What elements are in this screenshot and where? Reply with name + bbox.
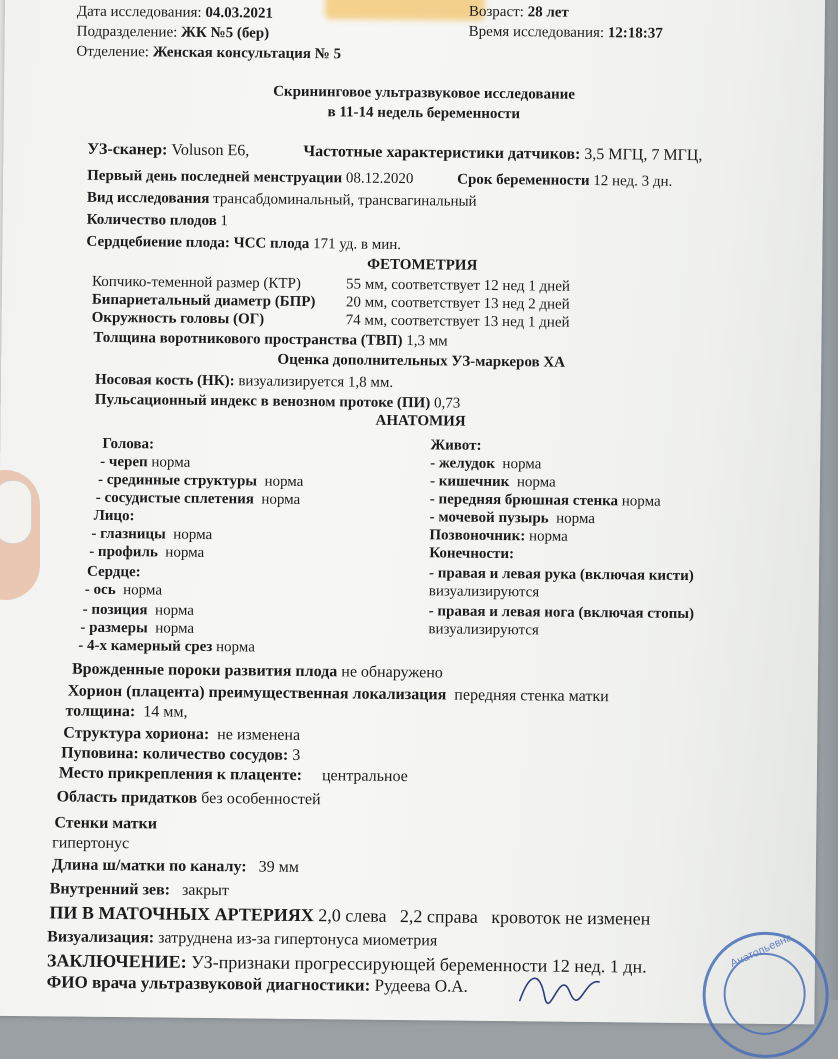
exam-type: Вид исследования трансабдоминальный, трансвагинальный [86, 189, 477, 210]
redaction-mark [325, 0, 485, 21]
chorion-location: Хорион (плацента) преимущественная локализация передняя стенка матки [67, 682, 609, 706]
document-title-line2: в 11-14 недель беременности [327, 104, 521, 123]
legs-value: визуализируются [428, 621, 539, 639]
fingernail [0, 480, 32, 544]
four-chamber-view: - 4-х камерный срез норма [78, 637, 255, 656]
umbilical-cord: Пуповина: количество сосудов: 3 [61, 744, 301, 764]
bladder: - мочевой пузырь норма [429, 509, 596, 528]
skull: - череп норма [100, 453, 191, 471]
fetus-count: Количество плодов 1 [86, 211, 229, 230]
cord-attachment: Место прикрепления к плаценте: центральное [58, 764, 408, 786]
department: Отделение: Женская консультация № 5 [76, 43, 342, 63]
uterine-walls-value: гипертонус [52, 834, 130, 853]
orbits: - глазницы норма [91, 525, 213, 544]
scanner: УЗ-сканер: Voluson E6, [87, 140, 250, 160]
bowel: - кишечник норма [429, 473, 556, 491]
heart-size: - размеры норма [80, 619, 195, 637]
choroid-plexus: - сосудистые сплетения норма [95, 489, 301, 508]
ktr-value: 55 мм, соответствует 12 нед 1 дней [345, 276, 571, 295]
og-label: Окружность головы (ОГ) [91, 309, 265, 328]
arms-value: визуализируются [428, 583, 540, 601]
face-title: Лицо: [93, 507, 135, 525]
legs-label: - правая и левая нога (включая стопы) [428, 603, 695, 623]
internal-os: Внутренний зев: закрыт [49, 880, 230, 900]
transducer-frequency: Частотные характеристики датчиков: 3,5 МГЦ, 7 МГЦ, [303, 142, 703, 165]
stomach: - желудок норма [430, 455, 542, 473]
arms-label: - правая и левая рука (включая кисти) [428, 565, 694, 585]
chorion-structure: Структура хориона: не изменена [63, 724, 301, 744]
limbs-title: Конечности: [429, 545, 515, 563]
spine: Позвоночник: норма [429, 527, 568, 545]
official-stamp [702, 931, 829, 1058]
signature [514, 961, 605, 1012]
fetometry-title: ФЕТОМЕТРИЯ [367, 256, 478, 274]
head-title: Голова: [102, 435, 155, 453]
uterine-walls-label: Стенки матки [54, 814, 158, 833]
chorion-thickness: толщина: 14 мм, [65, 702, 188, 721]
bpr-label: Бипариетальный диаметр (БПР) [91, 291, 316, 311]
gestational-age: Срок беременности 12 нед. 3 дн. [457, 171, 673, 190]
markers-title: Оценка дополнительных УЗ-маркеров ХА [277, 351, 566, 371]
document-title-line1: Скрининговое ультразвуковое исследование [273, 83, 576, 103]
patient-age: Возраст: 28 лет [468, 3, 569, 21]
heart-position: - позиция норма [82, 601, 195, 619]
heart-title: Сердце: [86, 563, 141, 581]
exam-date: Дата исследования: 04.03.2021 [76, 3, 273, 22]
pulsatility-index: Пульсационный индекс в венозном протоке (ПИ) 0,73 [94, 391, 461, 412]
profile: - профиль норма [89, 543, 205, 561]
heart-axis: - ось норма [84, 581, 163, 599]
nasal-bone: Носовая кость (НК): визуализируется 1,8 мм. [94, 371, 394, 391]
congenital-defects: Врожденные пороки развития плода не обнаружено [71, 660, 443, 682]
anatomy-title: АНАТОМИЯ [375, 412, 466, 430]
ktr-label: Копчико-теменной размер (КТР) [91, 273, 301, 292]
cervix-length: Длина ш/матки по каналу: 39 мм [51, 856, 299, 876]
abdomen-title: Живот: [430, 437, 482, 454]
visualization: Визуализация: затруднена из-за гипертонуса миометрия [47, 928, 438, 950]
adnexa: Область придатков без особенностей [56, 788, 321, 809]
doctor-name: ФИО врача ультразвуковой диагностики: Рудеева О.А. [46, 972, 468, 996]
midline-structures: - срединные структуры норма [97, 471, 304, 490]
bpr-value: 20 мм, соответствует 13 нед 2 дней [345, 294, 570, 313]
og-value: 74 мм, соответствует 13 нед 1 дней [345, 312, 570, 331]
last-menstruation: Первый день последней менструации 08.12.2020 [87, 167, 414, 188]
conclusion: ЗАКЛЮЧЕНИЕ: УЗ-признаки прогрессирующей беременности 12 нед. 1 дн. [46, 950, 647, 977]
uterine-artery-pi: ПИ В МАТОЧНЫХ АРТЕРИЯХ 2,0 слева 2,2 справа кровоток не изменен [49, 902, 651, 929]
tvp: Толщина воротникового пространства (ТВП) 1,3 мм [93, 329, 448, 350]
abdominal-wall: - передняя брюшная стенка норма [429, 491, 661, 510]
unit: Подразделение: ЖК №5 (бер) [76, 23, 270, 42]
stamp-text: Анатольевна [728, 931, 794, 970]
exam-time: Время исследования: 12:18:37 [468, 23, 663, 42]
fetal-heartbeat: Сердцебиение плода: ЧСС плода 171 уд. в мин. [86, 233, 402, 253]
